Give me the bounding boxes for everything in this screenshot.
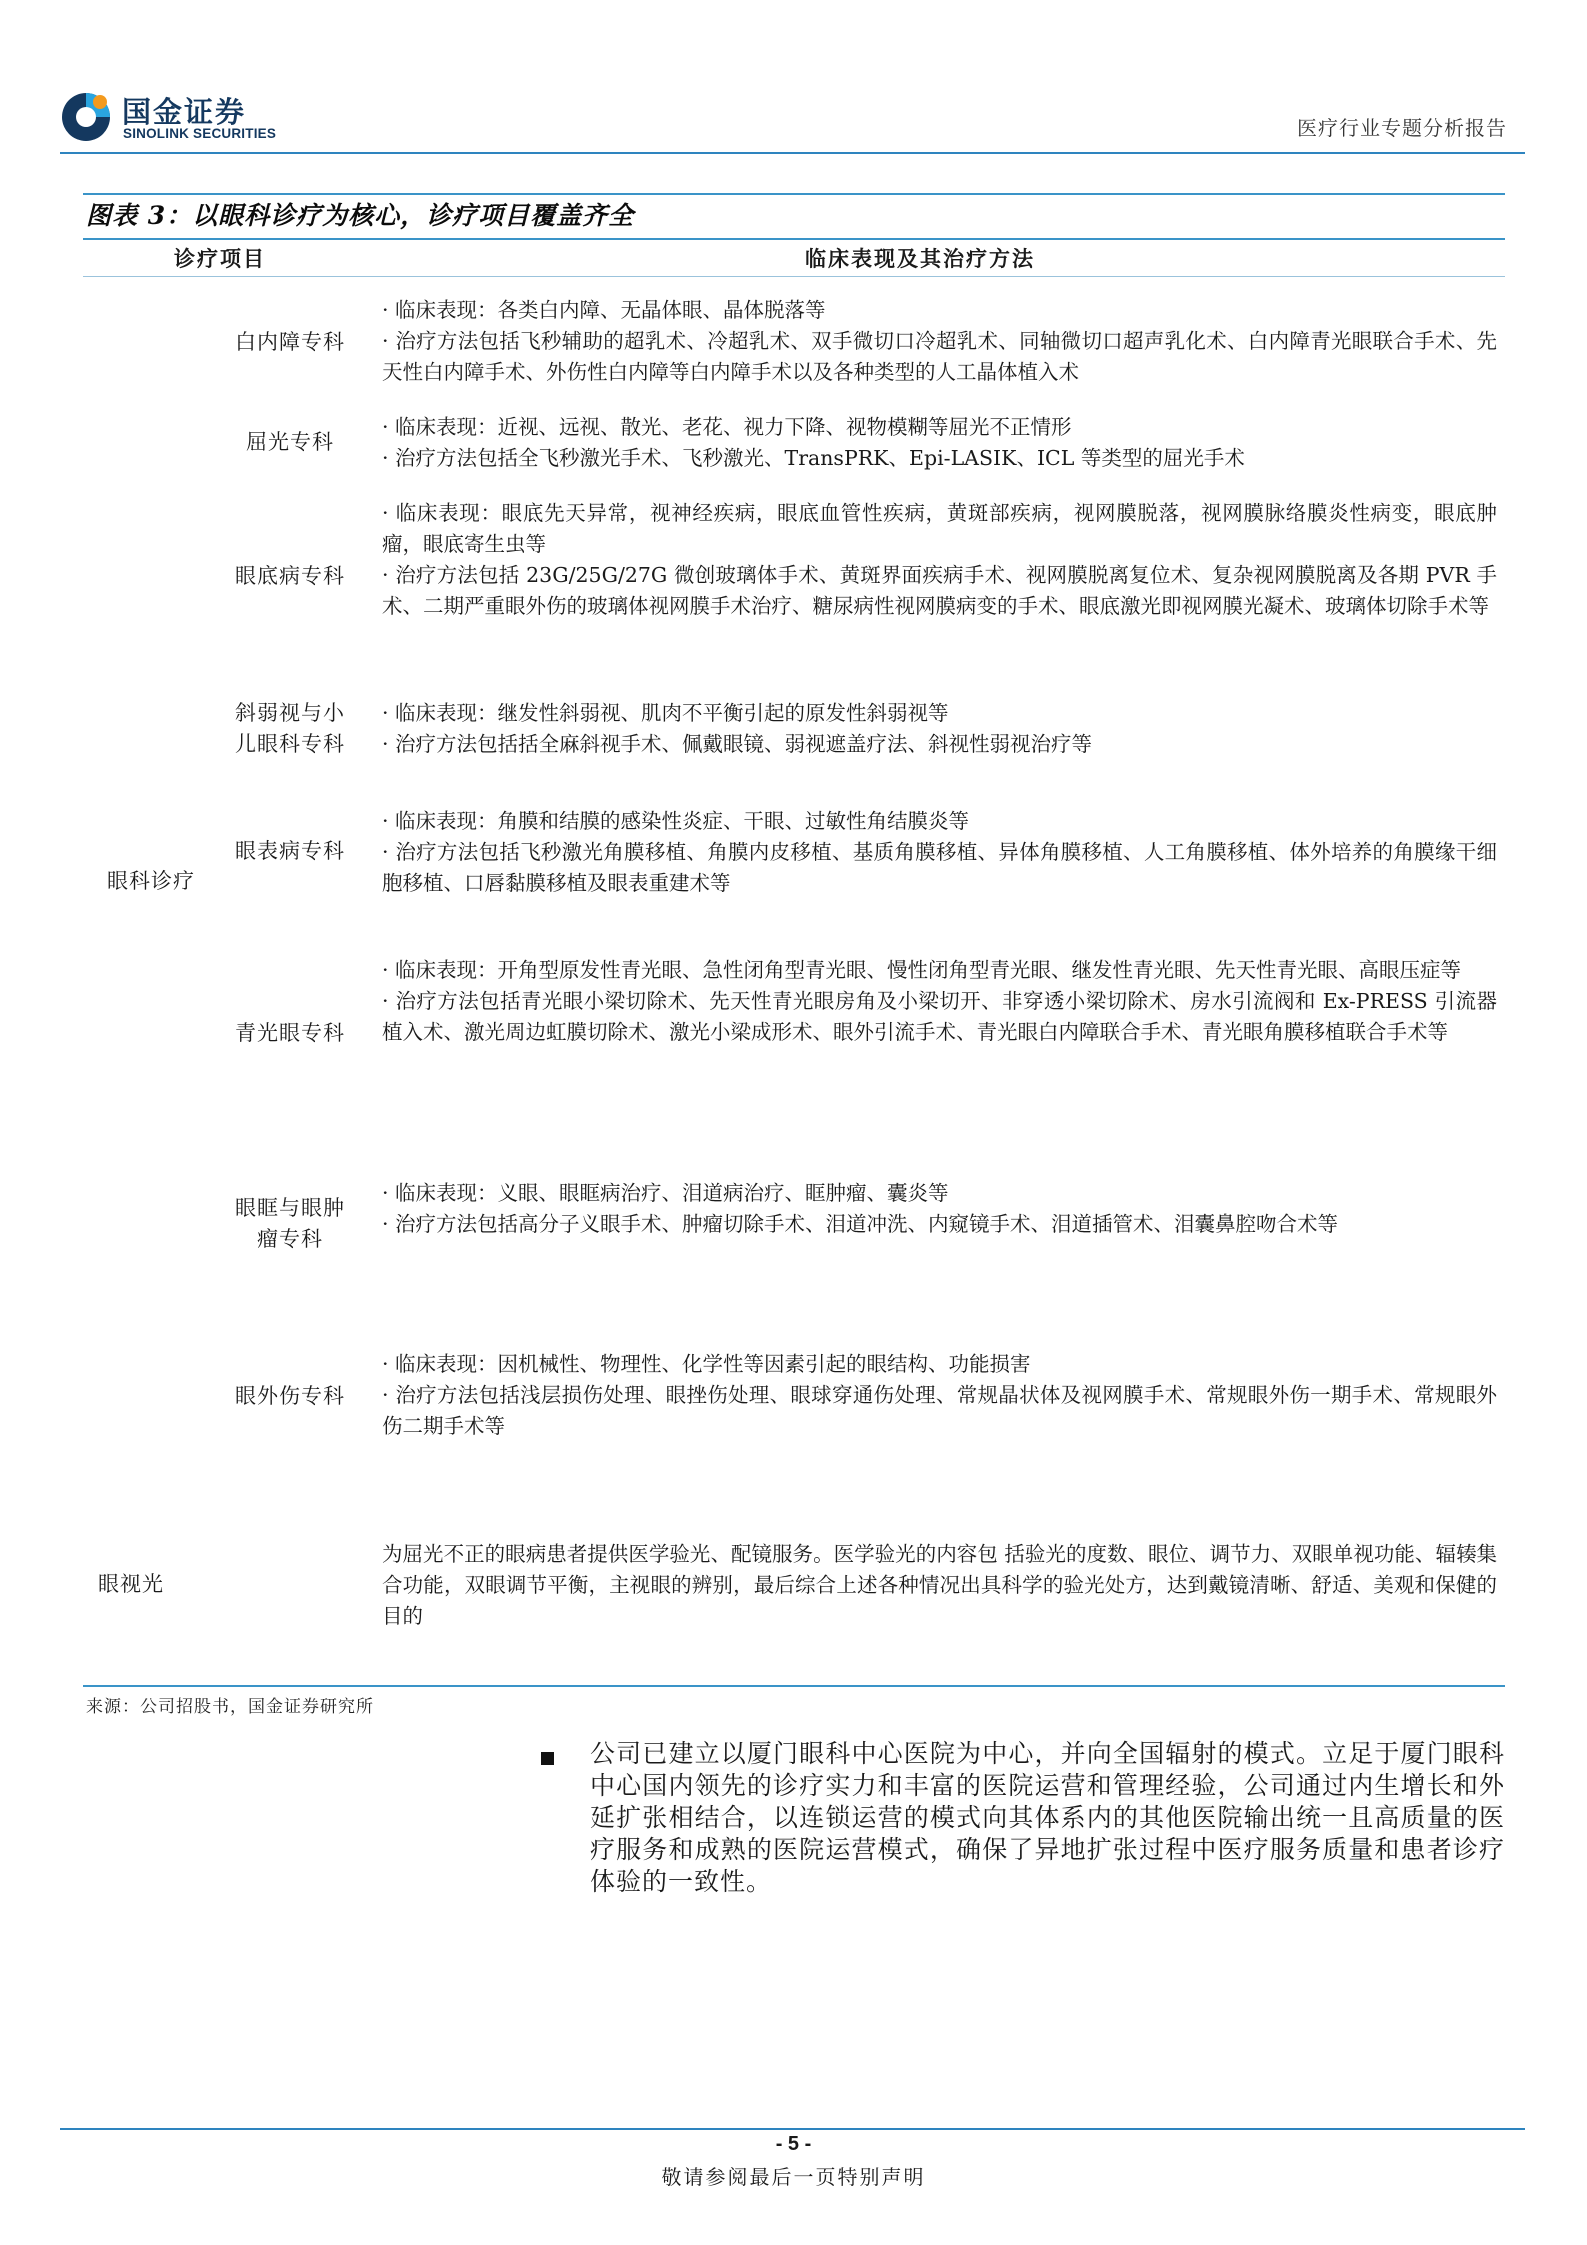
treatment-line: · 治疗方法包括浅层损伤处理、眼挫伤处理、眼球穿通伤处理、常规晶状体及视网膜手术、常规眼外伤一期手术、常规眼外伤二期手术等 xyxy=(382,1383,1497,1438)
specialty-name: 屈光专科 xyxy=(246,430,334,454)
treatment-line: · 治疗方法包括 23G/25G/27G 微创玻璃体手术、黄斑界面疾病手术、视网膜脱离复位术、复杂视网膜脱离及各期 PVR 手术、二期严重眼外伤的玻璃体视网膜手术治疗、糖尿病性视网膜病变的手术、眼底激光即视网膜光凝术、玻璃体切除手术等 xyxy=(382,563,1497,618)
specialty-description xyxy=(382,806,1497,899)
specialty-name: 斜弱视与小儿眼科专科 xyxy=(235,701,345,756)
clinical-line: · 临床表现：近视、远视、散光、老花、视力下降、视物模糊等屈光不正情形 xyxy=(382,415,1072,439)
treatment-line: · 治疗方法包括括全麻斜视手术、佩戴眼镜、弱视遮盖疗法、斜视性弱视治疗等 xyxy=(382,732,1093,756)
clinical-line: · 临床表现：继发性斜弱视、肌肉不平衡引起的原发性斜弱视等 xyxy=(382,701,949,725)
specialty-name: 眼眶与眼肿瘤专科 xyxy=(235,1196,345,1251)
specialty-description xyxy=(382,955,1497,1048)
body-paragraph: 公司已建立以厦门眼科中心医院为中心，并向全国辐射的模式。立足于厦门眼科中心国内领先的诊疗实力和丰富的医院运营和管理经验，公司通过内生增长和外延扩张相结合，以连锁运营的模式向其体系内的其他医院输出统一且高质量的医疗服务和成熟的医院运营模式，确保了异地扩张过程中医疗服务质量和患者诊疗体验的一致性。 xyxy=(590,1739,1505,1896)
specialty-description xyxy=(382,698,1497,760)
specialty-description xyxy=(382,1178,1497,1240)
figure-top-rule xyxy=(83,193,1505,195)
specialty-name: 青光眼专科 xyxy=(235,1021,345,1045)
table-header-rule xyxy=(83,276,1505,277)
specialty-description xyxy=(382,498,1497,622)
clinical-line: · 临床表现：各类白内障、无晶体眼、晶体脱落等 xyxy=(382,298,826,322)
category-ophthalmology: 眼科诊疗 xyxy=(107,869,195,893)
treatment-line: · 治疗方法包括高分子义眼手术、肿瘤切除手术、泪道冲洗、内窥镜手术、泪道插管术、泪囊鼻腔吻合术等 xyxy=(382,1212,1339,1236)
specialty-name: 白内障专科 xyxy=(235,330,345,354)
treatment-line: · 治疗方法包括全飞秒激光手术、飞秒激光、TransPRK、Epi-LASIK、ICL 等类型的屈光手术 xyxy=(382,446,1245,470)
specialty-description xyxy=(382,412,1497,474)
clinical-line: · 临床表现：因机械性、物理性、化学性等因素引起的眼结构、功能损害 xyxy=(382,1352,1031,1376)
clinical-line: · 临床表现：开角型原发性青光眼、急性闭角型青光眼、慢性闭角型青光眼、继发性青光眼、先天性青光眼、高眼压症等 xyxy=(382,958,1462,982)
clinical-line: · 临床表现：义眼、眼眶病治疗、泪道病治疗、眶肿瘤、囊炎等 xyxy=(382,1181,949,1205)
figure-source: 来源：公司招股书，国金证券研究所 xyxy=(86,1697,374,1717)
figure-bottom-rule xyxy=(83,1685,1505,1687)
specialty-description xyxy=(382,295,1497,388)
specialty-name: 眼底病专科 xyxy=(235,564,345,588)
optometry-text: 为屈光不正的眼病患者提供医学验光、配镜服务。医学验光的内容包 括验光的度数、眼位、调节力、双眼单视功能、辐辏集合功能，双眼调节平衡，主视眼的辨别，最后综合上述各种情况出具科学的验光处方，达到戴镜清晰、舒适、美观和保健的目的 xyxy=(382,1542,1497,1628)
footer-divider xyxy=(60,2128,1525,2130)
bullet-square-icon xyxy=(541,1752,554,1765)
logo-english-name: SINOLINK SECURITIES xyxy=(123,126,277,141)
table-header-project: 诊疗项目 xyxy=(174,246,266,271)
logo-chinese-name: 国金证券 xyxy=(122,95,247,129)
treatment-line: · 治疗方法包括青光眼小梁切除术、先天性青光眼房角及小梁切开、非穿透小梁切除术、房水引流阀和 Ex-PRESS 引流器植入术、激光周边虹膜切除术、激光小梁成形术、眼外引流手术、青光眼白内障联合手术、青光眼角膜移植联合手术等 xyxy=(382,989,1497,1044)
figure-title: 图表 3：以眼科诊疗为核心，诊疗项目覆盖齐全 xyxy=(86,201,635,230)
optometry-description xyxy=(382,1539,1497,1632)
specialty-name: 眼外伤专科 xyxy=(235,1384,345,1408)
figure-title-rule xyxy=(83,238,1505,240)
header-divider xyxy=(60,152,1525,154)
specialty-name: 眼表病专科 xyxy=(235,839,345,863)
treatment-line: · 治疗方法包括飞秒激光角膜移植、角膜内皮移植、基质角膜移植、异体角膜移植、人工角膜移植、体外培养的角膜缘干细胞移植、口唇黏膜移植及眼表重建术等 xyxy=(382,840,1497,895)
clinical-line: · 临床表现：角膜和结膜的感染性炎症、干眼、过敏性角结膜炎等 xyxy=(382,809,970,833)
company-logo xyxy=(60,88,290,148)
page-number: - 5 - xyxy=(775,2133,812,2155)
table-header-clinical: 临床表现及其治疗方法 xyxy=(805,246,1035,271)
report-type-label: 医疗行业专题分析报告 xyxy=(1297,116,1507,140)
clinical-line: · 临床表现：眼底先天异常，视神经疾病，眼底血管性疾病，黄斑部疾病，视网膜脱落，视网膜脉络膜炎性病变，眼底肿瘤，眼底寄生虫等 xyxy=(382,501,1497,556)
specialty-description xyxy=(382,1349,1497,1442)
category-optometry: 眼视光 xyxy=(98,1572,164,1596)
footer-disclaimer: 敬请参阅最后一页特别声明 xyxy=(661,2165,926,2189)
treatment-line: · 治疗方法包括飞秒辅助的超乳术、冷超乳术、双手微切口冷超乳术、同轴微切口超声乳化术、白内障青光眼联合手术、先天性白内障手术、外伤性白内障等白内障手术以及各种类型的人工晶体植入术 xyxy=(382,329,1497,384)
sinolink-logo-icon xyxy=(60,90,112,142)
